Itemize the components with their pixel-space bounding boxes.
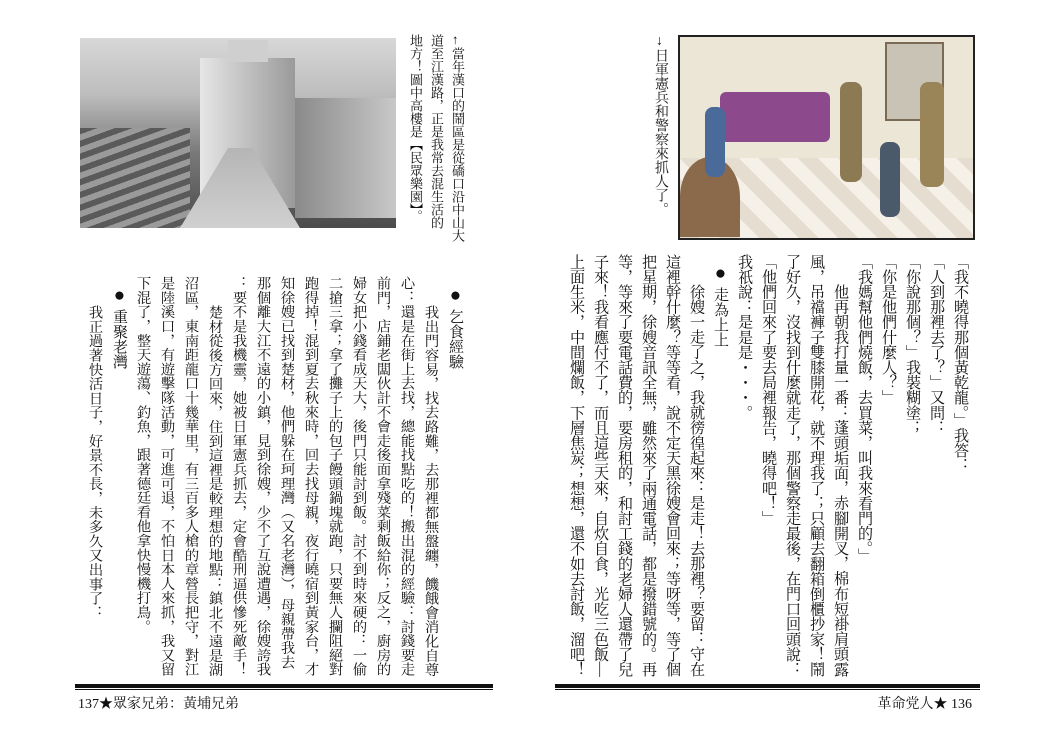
caption-line: ←當年漢口的鬧區是從礄口沿中山大 <box>450 34 465 242</box>
text-column: 這裡幹什麼？等等看，說不定天黑徐嫂會回來；等呀等，等了個 <box>664 254 680 677</box>
footer-rule-left <box>75 684 493 690</box>
text-column: 楚材從後方回來，住到這裡是較理想的地點：鎮北不遠是湖 <box>207 304 223 677</box>
text-column: 了好久，沒找到什麼就走了，那個警察走最後，在門口回頭說： <box>784 254 800 677</box>
text-column: 「我不曉得那個黃乾龍。」我答： <box>952 254 968 473</box>
photo-right-building <box>295 98 396 218</box>
hankou-street-photo <box>80 38 396 228</box>
text-column: 下混了，整天遊蕩、釣魚，跟著德廷看他拿快慢機打鳥。 <box>135 276 151 634</box>
text-column: 徐嫂一走了之，我就徬徨起來：是走！去那裡？要留：守在 <box>688 284 704 677</box>
section-heading-text: 重聚老灣 <box>111 309 127 369</box>
text-column: 我祇說：是是是・・・。 <box>736 254 752 421</box>
photo-tower <box>228 40 268 62</box>
section-heading <box>107 276 131 686</box>
illustration-bed <box>720 92 830 142</box>
illustration-soldier <box>920 82 944 187</box>
bullet-icon: ● <box>710 263 731 284</box>
illustration-soldier <box>840 82 862 182</box>
text-column: 「人到那裡去了？」又問： <box>928 254 944 436</box>
section-heading-text: 乞食經驗 <box>447 309 463 369</box>
text-column: ：要不是我機靈，她被日軍憲兵抓去，定會酷刑逼供慘死敵手！ <box>231 276 247 677</box>
illustration-boy <box>880 142 900 217</box>
text-column: 跑得掉！混到夏去秋來時，回去找母親，夜行曉宿到黃家台，才 <box>303 276 319 677</box>
photo-caption <box>405 34 468 242</box>
text-column: 前門，店鋪老闆伙計不會走後面拿殘菜剩飯給你；反之，廚房的 <box>375 276 391 677</box>
text-column: 是陸溪口，有遊擊隊活動，可進可退，不怕日本人來抓，我又留 <box>159 276 175 677</box>
text-column: 子來！我看應付不了，而且這些天來，自炊自食，光吃三色飯— <box>592 254 608 677</box>
text-column: 上面生米，中間爛飯，下層焦炭；想想，還不如去討飯，溜吧！ <box>568 254 584 677</box>
bullet-icon: ● <box>445 285 466 306</box>
left-footer: 137★眾家兄弟：黃埔兄弟 <box>78 697 239 712</box>
illustration-policeman <box>705 107 725 177</box>
text-column: 「你說那個？」我裝糊塗； <box>904 254 920 436</box>
text-column: 「我媽幫他們燒飯，去買菜，叫我來看門的。」 <box>856 254 872 564</box>
text-column: 等，等來了要電話費的，要房租的，和討工錢的老婦人還帶了兒 <box>616 254 632 677</box>
text-column: 風，吊襠褲子雙膝開花，就不理我了；只顧去翻箱倒櫃抄家！鬧 <box>808 254 824 677</box>
illustration-caption <box>650 34 671 214</box>
text-column: 婦女把小錢看成天大，後門只能討到飯。討不到時來硬的：一偷 <box>351 276 367 677</box>
caption-line: 道至江漢路，正是我常去混生活的 <box>429 34 444 229</box>
section-heading <box>708 254 732 682</box>
left-page-body <box>83 276 467 686</box>
text-column: 沼區，東南距龍口十幾華里，有三百多人槍的章營長把守，對江 <box>183 276 199 677</box>
text-column: 心：還是在街上去找，總能找點吃的！搬出混的經驗：討錢要走 <box>399 276 415 677</box>
text-column: 「他們回來了要去局裡報告，曉得吧！」 <box>760 254 776 526</box>
text-column: 把星期，徐嫂音訊全無，雖然來了兩通電話，都是撥錯號的。再 <box>640 254 656 677</box>
caption-line: 地方！圖中高樓是【民眾樂園】。 <box>408 34 423 223</box>
section-heading-text: 走為上上 <box>712 287 728 347</box>
text-column: 那個離大江不遠的小鎮，見到徐嫂，少不了互說遭遇，徐嫂誇我 <box>255 276 271 677</box>
text-column: 「你是他們什麼人？」 <box>880 254 896 405</box>
text-column: 我出門容易，找去路難，去那裡都無盤纏，饑餓會消化自尊 <box>423 304 439 677</box>
arrest-illustration <box>678 35 975 240</box>
caption-line: →日軍憲兵和警察來抓人了。 <box>653 34 668 216</box>
text-column: 他再朝我打量一番：蓬頭垢面，赤腳開叉，棉布短褂肩頭露 <box>832 284 848 677</box>
text-column: 我正過著快活日子，好景不長，未多久又出事了： <box>87 304 103 620</box>
section-heading <box>443 276 467 686</box>
bullet-icon: ● <box>109 285 130 306</box>
footer-rule-right <box>555 684 980 690</box>
right-page-body <box>564 254 972 682</box>
text-column: 二搶三拿；拿了攤子上的包子饅頭鍋塊就跑，只要無人攔阻絕對 <box>327 276 343 677</box>
text-column: 知徐嫂已找到楚材，他們躲在珂理灣（又名老灣），母親帶我去 <box>279 276 295 670</box>
right-footer: 革命党人★ 136 <box>877 697 972 712</box>
photo-left-roofs <box>80 128 190 228</box>
